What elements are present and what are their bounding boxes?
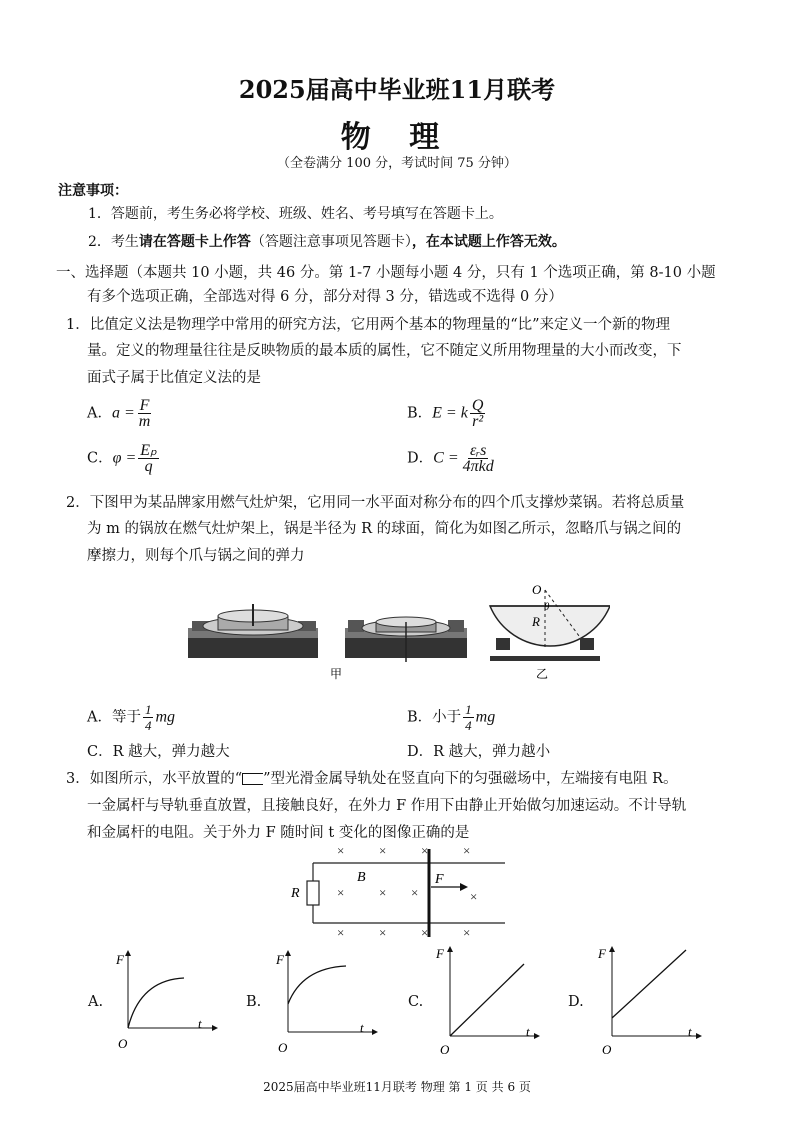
svg-text:×: × xyxy=(337,845,345,858)
svg-text:×: × xyxy=(379,925,387,940)
label-R: R xyxy=(291,886,300,901)
stove-figure-1 xyxy=(188,604,318,658)
bowl-diagram xyxy=(490,582,610,661)
svg-text:F: F xyxy=(436,946,444,961)
q1-option-c: C．φ = $\frac{\text{Eₚ}}{q}$ xyxy=(87,442,157,475)
label-O: O xyxy=(532,582,542,597)
q3-line1: 3．如图所示，水平放置的“ ”型光滑金属导轨处在竖直向下的匀强磁场中，左端接有电阻 R。 xyxy=(66,771,678,787)
exam-title: 2025届高中毕业班11月联考 xyxy=(238,75,556,104)
svg-text:×: × xyxy=(337,885,345,900)
svg-text:O: O xyxy=(278,1040,288,1055)
label-yi: 乙 xyxy=(536,667,549,681)
q2-line3: 摩擦力，则每个爪与锅之间的弹力 xyxy=(87,548,305,564)
svg-text:×: × xyxy=(463,845,471,858)
svg-text:t: t xyxy=(360,1020,364,1035)
magnetic-field-marks xyxy=(337,845,477,940)
q2-line1: 2．下图甲为某品牌家用燃气灶炉架，它用同一水平面对称分布的四个爪支撑炒菜锅。若将总质量 xyxy=(66,495,685,511)
svg-text:O: O xyxy=(118,1036,128,1051)
q1-line1: 1．比值定义法是物理学中常用的研究方法，它用两个基本的物理量的“比”来定义一个新的物理 xyxy=(66,317,671,333)
svg-text:O: O xyxy=(602,1042,612,1056)
resistor xyxy=(307,881,319,905)
label-R: R xyxy=(532,614,540,629)
svg-text:t: t xyxy=(688,1024,692,1039)
exam-info: （全卷满分 100 分，考试时间 75 分钟） xyxy=(277,156,517,171)
label-jia: 甲 xyxy=(330,667,343,681)
subject-title: 物 理 xyxy=(340,120,454,155)
q2-option-a: A．等于 $\frac{1}{4}$ mg xyxy=(87,702,176,733)
svg-text:F: F xyxy=(276,952,284,967)
q2-option-c: C．R 越大，弹力越大 xyxy=(87,744,230,760)
graph-d xyxy=(596,944,706,1056)
q1-line2: 量。定义的物理量往往是反映物质的最本质的属性，它不随定义所用物理量的大小而改变，下 xyxy=(87,343,682,359)
svg-text:t: t xyxy=(526,1024,530,1039)
q3-option-d-label: D. xyxy=(568,994,584,1010)
svg-text:F: F xyxy=(598,946,606,961)
svg-text:t: t xyxy=(198,1016,202,1031)
graph-a xyxy=(112,944,222,1056)
graph-c xyxy=(434,944,544,1056)
svg-text:F: F xyxy=(116,952,124,967)
q3-line2: 一金属杆与导轨垂直放置，且接触良好，在外力 F 作用下由静止开始做匀加速运动。不计导轨 xyxy=(87,798,687,814)
label-B: B xyxy=(357,870,366,885)
svg-text:×: × xyxy=(421,925,429,940)
svg-text:×: × xyxy=(421,845,429,858)
q1-option-d: D．C = $\frac{\text{εᵣs}}{\text{4πkd}}$ xyxy=(407,442,494,475)
q1-line3: 面式子属于比值定义法的是 xyxy=(87,370,261,386)
notes-heading: 注意事项： xyxy=(58,183,128,199)
q1-option-b: B．E = k $\frac{Q}{\text{r²}}$ xyxy=(407,397,484,430)
q2-option-b: B．小于 $\frac{1}{4}$ mg xyxy=(407,702,496,733)
svg-text:×: × xyxy=(379,845,387,858)
q3-line3: 和金属杆的电阻。关于外力 F 随时间 t 变化的图像正确的是 xyxy=(87,825,470,841)
label-theta: θ xyxy=(544,601,550,613)
svg-text:×: × xyxy=(470,889,478,904)
svg-text:×: × xyxy=(337,925,345,940)
q3-option-c-label: C. xyxy=(408,994,424,1010)
q3-option-b-label: B. xyxy=(246,994,262,1010)
section-heading-line1: 一、选择题（本题共 10 小题，共 46 分。第 1-7 小题每小题 4 分，只有 1 个选项正确，第 8-10 小题 xyxy=(56,265,716,281)
stove-figure-2 xyxy=(345,617,467,662)
q3-rail-figure xyxy=(285,845,510,940)
svg-text:×: × xyxy=(463,925,471,940)
q2-option-d: D．R 越大，弹力越小 xyxy=(407,744,551,760)
rail-shape-icon xyxy=(242,773,263,785)
q1-option-a: A．a = $\frac{F}{m}$ xyxy=(87,397,151,430)
q2-line2: 为 m 的锅放在燃气灶炉架上，锅是半径为 R 的球面，简化为如图乙所示，忽略爪与锅之间的 xyxy=(87,521,682,537)
section-heading-line2: 有多个选项正确，全部选对得 6 分，部分对得 3 分，错选或不选得 0 分） xyxy=(87,289,563,305)
notes-item-2: 2．考生请在答题卡上作答（答题注意事项见答题卡），在本试题上作答无效。 xyxy=(88,234,566,250)
q2-figure xyxy=(180,576,610,686)
q3-option-a-label: A. xyxy=(88,994,104,1010)
label-F: F xyxy=(435,872,444,887)
svg-text:×: × xyxy=(411,885,419,900)
svg-text:×: × xyxy=(379,885,387,900)
page-footer: 2025届高中毕业班11月联考 物理 第 1 页 共 6 页 xyxy=(263,1080,531,1094)
svg-text:O: O xyxy=(440,1042,450,1056)
notes-item-1: 1．答题前，考生务必将学校、班级、姓名、考号填写在答题卡上。 xyxy=(88,206,503,222)
graph-b xyxy=(272,944,382,1056)
